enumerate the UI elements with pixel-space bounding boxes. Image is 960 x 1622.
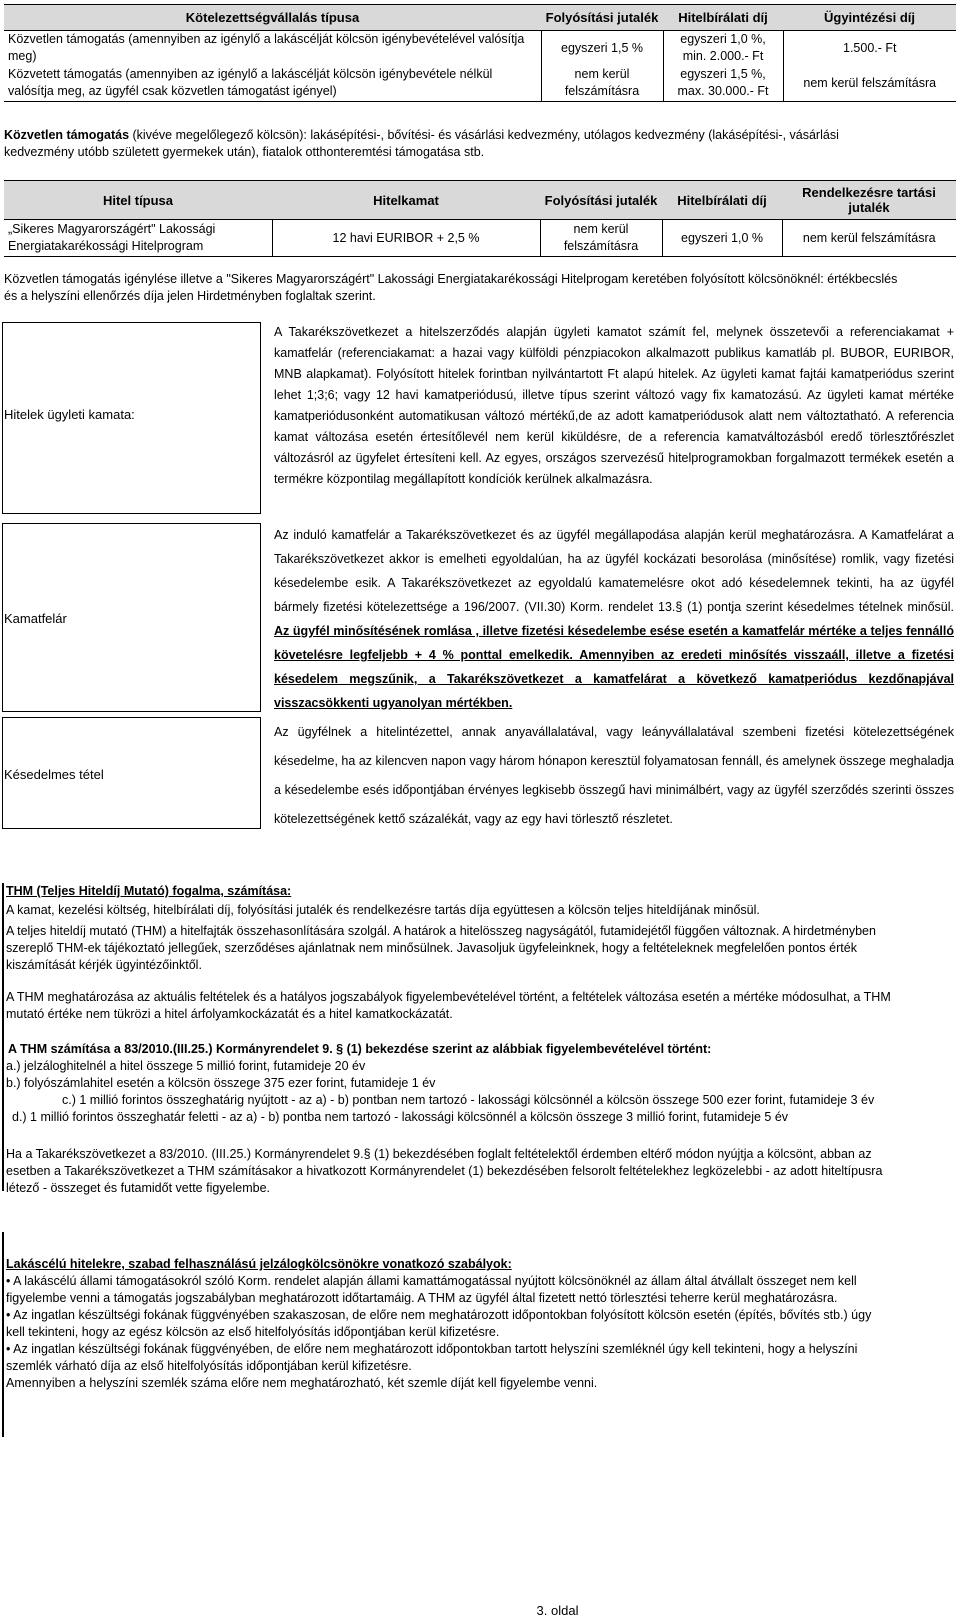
housing-left-rule <box>2 1232 4 1437</box>
thm-p3: A THM meghatározása az aktuális feltételek és a hatályos jogszabályok figyelembevételével történt, a feltételek változása esetén a mértéke módosulhat, a THM mutató értéke nem tükrözi a hitel árfolyamkockázatát és a hitel kamatkockázatát. <box>6 990 891 1021</box>
energy-note: Közvetlen támogatás igénylése illetve a "Sikeres Magyarországért" Lakossági Energiatakarékossági Hitelprogam keretében folyósított kölcsönöknél: értékbecslés és a helyszíni ellenőrzés díja jelen Hirdetményben foglaltak szerint. <box>4 272 898 303</box>
loan-program-table <box>4 180 956 257</box>
interest-text: A Takarékszövetkezet a hitelszerződés alapján ügyleti kamatot számít fel, melynek összetevői a referenciakamat + kamatfelár (referenciakamat: a hazai vagy külföldi pénzpiacokon alkalmazott publikus kamatláb pl. BUBOR, EURIBOR, MNB alapkamat). Folyósított hitelek forintban nyilvántartott Ft alapú hitelek. Az ügyleti kamat fajtái kamatperiódus szerint lehet 1;3;6; vagy 12 havi kamatperiódusú, illetve típus szerint változó vagy fix kamatozású. Az ügyleti kamat mértéke kamatperiódusonként automatikusan változó mértékű,de az adott kamatperiódusok alatt nem változtatható. A referencia kamat változása esetén értesítőlevél nem kerül kiküldésre, de a referencia kamatváltozásból eredő törlesztőrészlet változásról az ügyfelet értesíteni kell. Az egyes, országos szervezésű hitelprogramokban forgalmazott termékek esetén a termékre központilag megállapított kondíciók kerülnek alkalmazásra. <box>274 325 954 486</box>
thm-p2: A teljes hiteldíj mutató (THM) a hitelfajták összehasonlítására szolgál. A határok a hitelösszeg nagyságától, futamidejétől függően változnak. A hirdetményben szereplő THM-ek tájékoztató jellegűek, szerződéses ajánlatnak nem minősülnek. Javasoljuk ügyfeleinknek, hogy a feltételeknek megfelelően pontos érték kiszámítását kérjék ügyintézőinktől. <box>6 924 876 972</box>
table-row: Közvetlen támogatás (amennyiben az igénylő a lakáscélját kölcsön igénybevételével valósítja meg) egyszeri 1,5 % egyszeri 1,0 %, min. 2.000.- Ft 1.500.- Ft <box>4 31 956 66</box>
header-appraisal-fee: Hitelbírálati díj <box>663 5 783 31</box>
thm-section <box>6 883 956 1197</box>
margin-text: Az induló kamatfelár a Takarékszövetkezet és az ügyfél megállapodása alapján kerül meghatározásra. A Kamatfelárat a Takarékszövetkezet akkor is emelheti egyoldalúan, ha az ügyfél kockázati besorolása (minősítése) romlik, vagy fizetési késedelembe esik. A Takarékszövetkezet az egyoldalú kamatemelésre okot adó késedelemnek tekinti, ha az ügyfél bármely fizetési kötelezettsége a 196/2007. (VII.30) Korm. rendelet 13.§ (1) pontja szerint késedelmes tételnek minősül. Az ügyfél minősítésének romlása , illetve fizetési késedelembe esése esetén a kamatfelár mértéke a teljes fennálló követelésre legfeljebb + 4 % ponttal emelkedik. Amennyiben az eredeti minősítés visszaáll, illetve a fizetési késedelem megszűnik, a Takarékszövetkezet a kamatfelárat a következő kamatperiódus kezdőnapjával visszacsökkenti ugyanolyan mértékben. <box>274 528 954 710</box>
thm-item: d.) 1 millió forintos összeghatár feletti - az a) - b) pontba nem tartozó - lakossági kölcsönnél a kölcsön összege 3 millió forint, futamideje 5 év <box>12 1110 789 1124</box>
direct-support-note: Közvetlen támogatás (kivéve megelőlegező kölcsön): lakásépítési-, bővítési- és vásárlási kedvezmény, utólagos kedvezmény (lakásépítési-, vásárlási kedvezmény utóbb született gyermekek után), fiatalok otthonteremtési támogatása stb. <box>4 128 839 159</box>
header-disbursement-fee: Folyósítási jutalék <box>541 5 663 31</box>
header-loan-type: Hitel típusa <box>4 181 272 220</box>
overdue-text: Az ügyfélnek a hitelintézettel, annak anyavállalatával, vagy leányvállalatával szembeni fizetési kötelezettségének késedelme, ha az kilencven napon vagy három hónapon keresztül folyamatosan fennáll, és amelynek összege meghaladja a késedelembe esés időpontjában érvényes legkisebb összegű havi minimálbért, vagy az ügyfél szerződés szerinti összes kötelezettségének kettő százalékát, vagy az egy havi törlesztő részletet. <box>274 725 954 826</box>
fee-table <box>4 4 956 102</box>
housing-line: • Az ingatlan készültségi fokának függvényében, de előre nem meghatározott időpontokban tartott helyszíni szemléknél úgy kell tekinteni, hogy a helyszíni <box>6 1342 858 1356</box>
housing-line: figyelembe venni a támogatás jogszabályban meghatározott időtartamáig. A THM az ügyfél által fizetett nettó törlesztési teherre kerül meghatározásra. <box>6 1291 838 1305</box>
thm-calc-title: A THM számítása a 83/2010.(III.25.) Kormányrendelet 9. § (1) bekezdése szerint az alábbiak figyelembevételével történt: <box>8 1042 712 1056</box>
table-row: „Sikeres Magyarországért" Lakossági Energiatakarékossági Hitelprogram 12 havi EURIBOR + 2,5 % nem kerül felszámításra egyszeri 1,0 % nem kerül felszámításra <box>4 220 956 257</box>
housing-line: • Az ingatlan készültségi fokának függvényében szakaszosan, de előre nem meghatározott időpontokban folyósított kölcsön esetén (építés, bővítés stb.) úgy <box>6 1308 872 1322</box>
header-appraisal-fee: Hitelbírálati díj <box>662 181 782 220</box>
housing-line: • A lakáscélú állami támogatásokról szóló Korm. rendelet alapján állami kamattámogatással nyújtott kölcsönöknél az állam által átvállalt összeget nem kell <box>6 1274 857 1288</box>
margin-label: Kamatfelár <box>4 611 67 626</box>
header-admin-fee: Ügyintézési díj <box>783 5 956 31</box>
page-number: 3. oldal <box>536 1603 579 1618</box>
thm-item: b.) folyószámlahitel esetén a kölcsön összege 375 ezer forint, futamideje 1 év <box>6 1076 436 1090</box>
interest-label: Hitelek ügyleti kamata: <box>4 407 135 422</box>
thm-p1: A kamat, kezelési költség, hitelbírálati díj, folyósítási jutalék és rendelkezésre tartás díja együttesen a kölcsön teljes hiteldíjának minősül. <box>6 903 760 917</box>
thm-item: c.) 1 millió forintos összeghatárig nyújtott - az a) - b) pontban nem tartozó - lakossági kölcsönnél a kölcsön összege 500 ezer forint, futamideje 3 év <box>62 1093 875 1107</box>
housing-line: Amennyiben a helyszíni szemlék száma előre nem meghatározható, két szemle díját kell figyelembe venni. <box>6 1376 598 1390</box>
thm-p4: Ha a Takarékszövetkezet a 83/2010. (III.25.) Kormányrendelet 9.§ (1) bekezdésében foglalt feltételektől érdemben eltérő módon nyújtja a kölcsönt, abban az esetben a Takarékszövetkezet a THM számításakor a hivatkozott Kormányrendelet (1) bekezdésében felsorolt feltételekhez legközelebbi - az adott hiteltípusra létező - összeget és futamidőt vette figyelembe. <box>6 1147 883 1195</box>
thm-title: THM (Teljes Hiteldíj Mutató) fogalma, számítása: <box>6 884 292 898</box>
header-commitment-fee: Rendelkezésre tartási jutalék <box>782 181 956 220</box>
header-commitment-type: Kötelezettségvállalás típusa <box>4 5 541 31</box>
housing-title: Lakáscélú hitelekre, szabad felhasználású jelzálogkölcsönökre vonatkozó szabályok: <box>6 1257 512 1271</box>
thm-left-rule <box>2 883 4 1191</box>
thm-item: a.) jelzáloghitelnél a hitel összege 5 millió forint, futamideje 20 év <box>6 1059 366 1073</box>
housing-line: szemlék várható díja az első hitelfolyósítás időpontjában kerül kifizetésre. <box>6 1359 412 1373</box>
header-disbursement-fee: Folyósítási jutalék <box>540 181 662 220</box>
header-interest-rate: Hitelkamat <box>272 181 540 220</box>
housing-line: kell tekinteni, hogy az egész kölcsön az első hitelfolyósítás időpontjában kerül kifizetésre. <box>6 1325 500 1339</box>
overdue-label: Késedelmes tétel <box>4 767 104 782</box>
table-row: Közvetett támogatás (amennyiben az igénylő a lakáscélját kölcsön igénybevétele nélkül valósítja meg, az ügyfél csak közvetlen támogatást igényel) nem kerül felszámításra egyszeri 1,5 %, max. 30.000.- Ft nem kerül felszámításra <box>4 65 956 102</box>
housing-section <box>6 1256 956 1392</box>
